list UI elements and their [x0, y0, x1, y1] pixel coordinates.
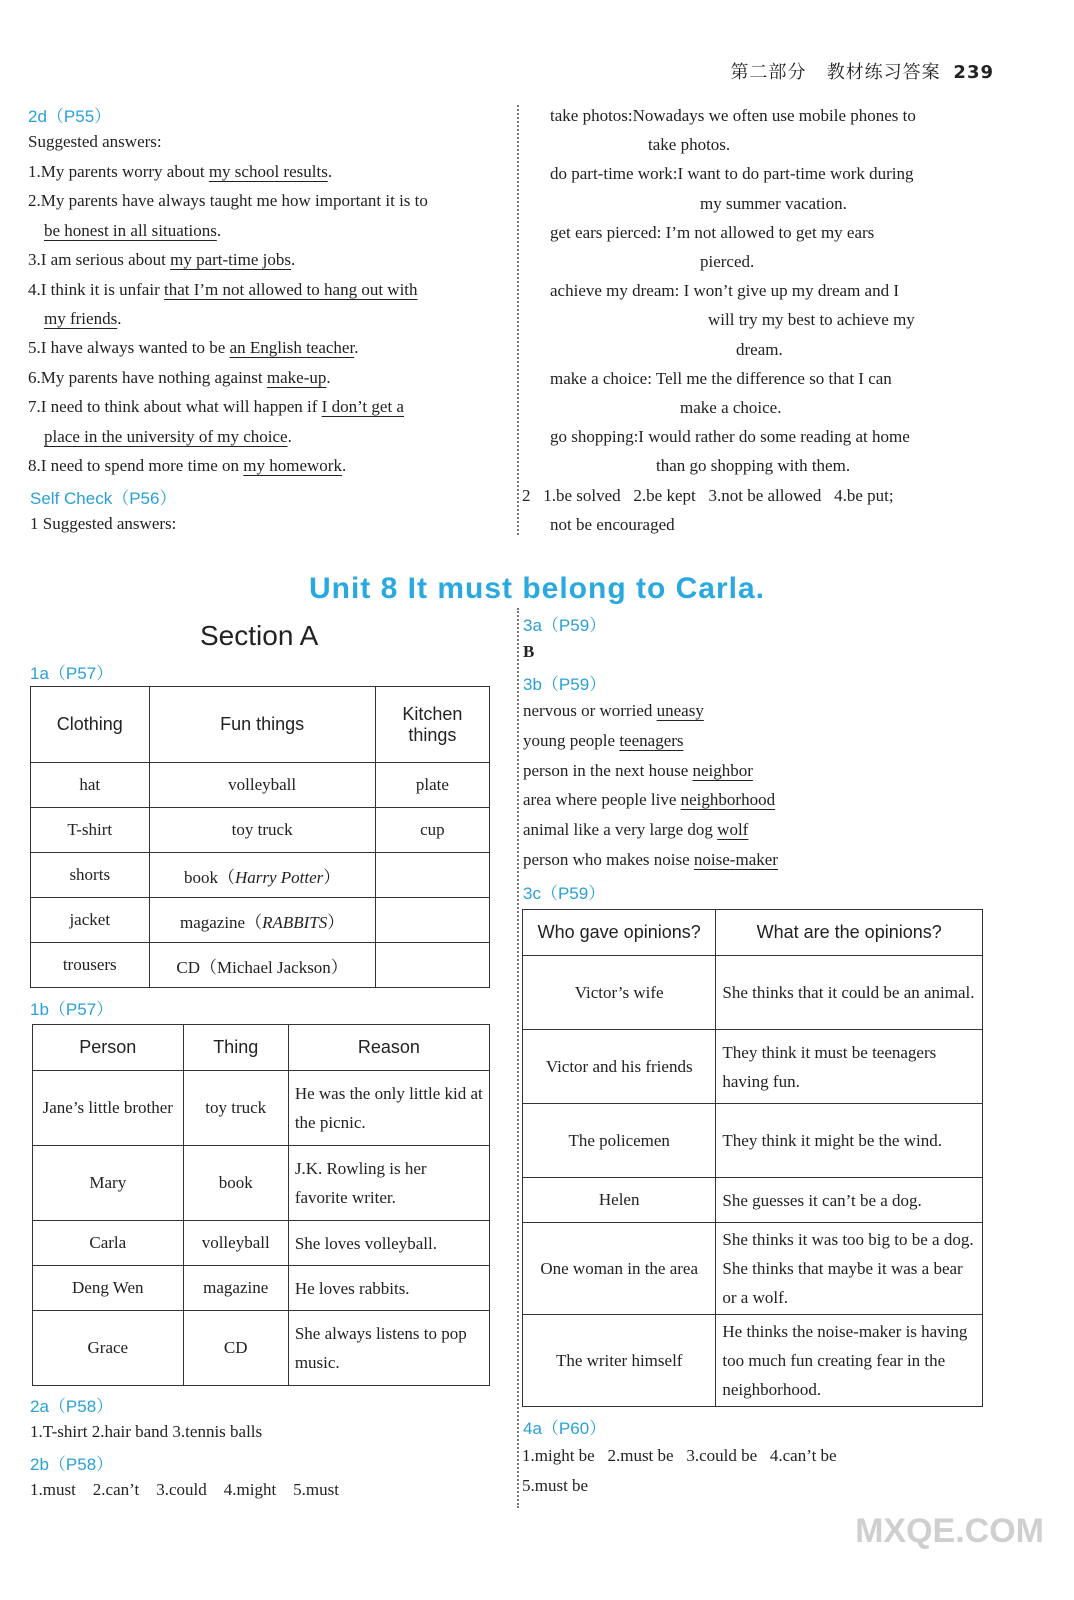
- column-divider-top: [517, 105, 519, 535]
- cell-text: Jane’s little brother: [42, 1098, 173, 1117]
- self-check-line: 2 1.be solved 2.be kept 3.not be allowed 4.be put;: [522, 485, 894, 505]
- cell-text: Victor’s wife: [574, 982, 664, 1002]
- table-cell: [716, 1223, 983, 1315]
- answer-underlined: that I’m not allowed to hang out with: [163, 279, 418, 299]
- table-cell: [523, 1315, 716, 1407]
- heading-3c: 3c（P59）: [523, 884, 606, 903]
- table-cell: [183, 1221, 288, 1266]
- cell-text: She thinks it was too big to be a dog. She thinks that maybe it was a bear or a wolf.: [722, 1230, 974, 1307]
- cell-text: Grace: [87, 1338, 129, 1357]
- watermark: MXQE.COM: [855, 1512, 1044, 1550]
- cell-text: Mary: [89, 1173, 127, 1192]
- answer-punct: .: [216, 220, 222, 240]
- table-cell: [288, 1266, 489, 1311]
- vocab-definition: person who makes noise: [523, 850, 694, 869]
- heading-2b: 2b（P58）: [30, 1455, 114, 1474]
- answer-text: 6.My parents have nothing against: [28, 367, 267, 387]
- table-header-row: [523, 910, 983, 956]
- heading-2a: 2a（P58）: [30, 1397, 114, 1416]
- vocab-definition: area where people live: [523, 790, 681, 810]
- answer-line-2d: [44, 309, 121, 329]
- answer-line-2d: [28, 368, 331, 388]
- vocab-definition: nervous or worried: [523, 701, 657, 720]
- suggested-answers-label: Suggested answers:: [28, 132, 162, 151]
- answer-line-2d: [44, 221, 221, 241]
- table-1a: [30, 686, 490, 988]
- table-row: [31, 853, 490, 898]
- answer-punct: .: [354, 338, 359, 358]
- table-cell: [523, 1223, 716, 1315]
- table-cell: [149, 898, 375, 943]
- answer-punct: .: [327, 162, 333, 181]
- self-check-line: achieve my dream: I won’t give up my dream and I: [550, 281, 900, 301]
- table-cell: [523, 1030, 716, 1104]
- header-part: 第二部分: [730, 62, 807, 83]
- table-cell: [523, 956, 716, 1030]
- table-row: [523, 1178, 983, 1223]
- cell-italic: RABBITS: [262, 912, 328, 932]
- answers-4a-line1: 1.might be 2.must be 3.could be 4.can’t be: [522, 1446, 837, 1465]
- answer-text: 1.My parents worry about: [28, 162, 209, 181]
- table-cell: [31, 898, 150, 943]
- table-cell: [149, 763, 375, 808]
- table-row: [33, 1146, 490, 1221]
- vocab-line: [523, 701, 704, 721]
- vocab-definition: young people: [523, 730, 620, 750]
- answer-underlined: my school results: [208, 162, 328, 181]
- heading-3a: 3a（P59）: [523, 616, 607, 635]
- cell-text: CD: [223, 1338, 248, 1357]
- cell-text: book: [218, 1173, 253, 1192]
- table-row: [523, 1104, 983, 1178]
- vocab-word: teenagers: [619, 730, 684, 750]
- cell-text: She always listens to pop music.: [294, 1324, 467, 1372]
- table-cell: [149, 808, 375, 853]
- table-cell: [375, 943, 489, 988]
- table-row: [33, 1071, 490, 1146]
- cell-text: She loves volleyball.: [294, 1233, 437, 1253]
- vocab-line: [523, 790, 775, 810]
- column-header: What are the opinions?: [716, 910, 983, 956]
- cell-text: magazine（: [179, 912, 263, 932]
- table-cell: [33, 1146, 184, 1221]
- answer-underlined: my homework: [243, 456, 342, 475]
- vocab-word: noise-maker: [693, 850, 778, 869]
- cell-text: Victor and his friends: [545, 1056, 693, 1076]
- self-check-line: than go shopping with them.: [656, 456, 851, 476]
- table-cell: [375, 853, 489, 898]
- self-check-line: take photos.: [648, 135, 731, 155]
- answer-underlined: place in the university of my choice: [44, 426, 288, 446]
- cell-text: hat: [79, 775, 101, 794]
- answer-line-2d: [28, 191, 428, 211]
- heading-4a: 4a（P60）: [523, 1419, 607, 1438]
- self-check-line: pierced.: [700, 252, 755, 271]
- column-divider-bottom: [517, 608, 519, 1508]
- answer-punct: .: [117, 309, 122, 328]
- column-header: Thing: [183, 1025, 288, 1071]
- cell-text: They think it must be teenagers having fun.: [722, 1042, 937, 1091]
- vocab-definition: person in the next house: [523, 760, 693, 780]
- answer-underlined: make-up: [266, 367, 327, 387]
- cell-text: shorts: [69, 865, 111, 884]
- cell-text: CD（Michael Jackson）: [176, 957, 348, 977]
- self-check-line: get ears pierced: I’m not allowed to get my ears: [550, 222, 875, 242]
- answer-line-2d: [28, 280, 418, 300]
- vocab-word: uneasy: [656, 701, 704, 720]
- self-check-line: do part-time work:I want to do part-time work during: [550, 164, 914, 184]
- answer-line-2d: [28, 338, 358, 358]
- cell-text: toy truck: [231, 820, 293, 839]
- table-row: [523, 1223, 983, 1315]
- table-row: [31, 808, 490, 853]
- answer-punct: .: [341, 456, 347, 475]
- cell-text: ）: [327, 912, 345, 932]
- column-header: Clothing: [31, 687, 150, 763]
- table-row: [523, 1315, 983, 1407]
- cell-text: Helen: [598, 1190, 640, 1209]
- cell-text: jacket: [69, 910, 111, 929]
- table-cell: [288, 1071, 489, 1146]
- table-cell: [716, 1315, 983, 1407]
- table-row: [31, 943, 490, 988]
- column-header: Who gave opinions?: [523, 910, 716, 956]
- table-cell: [523, 1178, 716, 1223]
- table-cell: [716, 956, 983, 1030]
- heading-3b: 3b（P59）: [523, 675, 607, 694]
- page-number: 239: [953, 62, 994, 83]
- heading-self-check: Self Check（P56）: [30, 489, 177, 508]
- column-header: Fun things: [149, 687, 375, 763]
- cell-text: book（: [183, 867, 235, 887]
- self-check-line: make a choice.: [680, 398, 782, 417]
- table-cell: [33, 1266, 184, 1311]
- table-cell: [288, 1146, 489, 1221]
- cell-text: He thinks the noise-maker is having too much fun creating fear in the neighborhood.: [722, 1322, 968, 1399]
- table-header-row: [33, 1025, 490, 1071]
- column-header: Reason: [288, 1025, 489, 1071]
- table-cell: [31, 763, 150, 808]
- table-row: [33, 1266, 490, 1311]
- vocab-line: [523, 731, 684, 751]
- answer-line-2d: [44, 427, 292, 447]
- heading-1a: 1a（P57）: [30, 664, 114, 683]
- cell-text: One woman in the area: [540, 1258, 699, 1278]
- heading-1b: 1b（P57）: [30, 1000, 114, 1019]
- table-cell: [33, 1311, 184, 1386]
- answer-line-2d: [28, 250, 295, 270]
- table-row: [523, 956, 983, 1030]
- table-header-row: [31, 687, 490, 763]
- vocab-word: neighborhood: [680, 790, 776, 810]
- table-cell: [183, 1146, 288, 1221]
- self-check-line: go shopping:I would rather do some reading at home: [550, 427, 910, 447]
- cell-text: The writer himself: [555, 1350, 683, 1370]
- cell-text: J.K. Rowling is her favorite writer.: [294, 1159, 427, 1207]
- cell-text: He was the only little kid at the picnic.: [294, 1084, 483, 1132]
- vocab-word: neighbor: [692, 760, 753, 780]
- cell-text: cup: [420, 820, 445, 839]
- answer-punct: .: [326, 367, 331, 387]
- answer-text: 4.I think it is unfair: [28, 279, 164, 299]
- answer-underlined: I don’t get a: [321, 397, 404, 417]
- cell-text: toy truck: [205, 1098, 267, 1117]
- table-cell: [375, 898, 489, 943]
- column-header: Person: [33, 1025, 184, 1071]
- vocab-definition: animal like a very large dog: [523, 820, 718, 840]
- table-cell: [183, 1071, 288, 1146]
- table-cell: [375, 808, 489, 853]
- cell-text: Carla: [89, 1233, 127, 1252]
- vocab-line: [523, 850, 778, 870]
- answer-underlined: my friends: [44, 309, 118, 328]
- table-cell: [31, 943, 150, 988]
- cell-text: They think it might be the wind.: [722, 1131, 942, 1150]
- answer-underlined: my part-time jobs: [170, 250, 291, 270]
- table-cell: [716, 1030, 983, 1104]
- cell-text: ）: [323, 867, 341, 887]
- table-3c: [522, 909, 983, 1407]
- answer-underlined: an English teacher: [229, 338, 355, 358]
- cell-text: volleyball: [228, 775, 297, 794]
- table-cell: [33, 1221, 184, 1266]
- table-cell: [716, 1104, 983, 1178]
- table-cell: [31, 808, 150, 853]
- table-row: [31, 763, 490, 808]
- self-check-line: 1 Suggested answers:: [30, 514, 177, 533]
- self-check-line: my summer vacation.: [700, 193, 847, 213]
- self-check-line: take photos:Nowadays we often use mobile phones to: [550, 106, 916, 125]
- answer-text: 8.I need to spend more time on: [28, 456, 244, 475]
- unit-title: Unit 8 It must belong to Carla.: [308, 572, 766, 605]
- header-title: 教材练习答案: [826, 62, 941, 83]
- table-row: [33, 1311, 490, 1386]
- answer-text: 7.I need to think about what will happen if: [28, 397, 322, 417]
- cell-text: She guesses it can’t be a dog.: [722, 1190, 922, 1210]
- table-cell: [375, 763, 489, 808]
- answer-text: 3.I am serious about: [28, 250, 171, 270]
- cell-text: Deng Wen: [72, 1278, 144, 1297]
- table-row: [33, 1221, 490, 1266]
- cell-text: magazine: [203, 1278, 269, 1297]
- table-cell: [31, 853, 150, 898]
- vocab-line: [523, 761, 753, 781]
- answer-3a: B: [523, 642, 535, 661]
- cell-text: plate: [415, 775, 449, 794]
- answer-line-2d: [28, 456, 346, 476]
- table-cell: [288, 1221, 489, 1266]
- answers-2b: 1.must 2.can’t 3.could 4.might 5.must: [30, 1480, 339, 1499]
- table-cell: [183, 1266, 288, 1311]
- page-header: [731, 58, 994, 84]
- cell-italic: Harry Potter: [234, 867, 324, 887]
- answer-text: 2.My parents have always taught me how important it is to: [28, 191, 428, 211]
- answer-line-2d: [28, 162, 332, 182]
- table-cell: [716, 1178, 983, 1223]
- table-1b: [32, 1024, 490, 1386]
- vocab-word: wolf: [717, 820, 749, 840]
- self-check-line: dream.: [736, 339, 783, 359]
- table-cell: [33, 1071, 184, 1146]
- cell-text: volleyball: [201, 1233, 270, 1252]
- cell-text: trousers: [62, 955, 117, 974]
- section-title: Section A: [200, 620, 319, 651]
- table-cell: [149, 943, 375, 988]
- table-cell: [288, 1311, 489, 1386]
- answer-underlined: be honest in all situations: [44, 220, 217, 240]
- answer-line-2d: [28, 397, 404, 417]
- self-check-line: make a choice: Tell me the difference so that I can: [550, 368, 892, 388]
- answers-4a-line2: 5.must be: [522, 1476, 589, 1495]
- self-check-line: not be encouraged: [550, 514, 675, 534]
- column-header: Kitchen things: [375, 687, 489, 763]
- answers-2a: 1.T-shirt 2.hair band 3.tennis balls: [30, 1422, 263, 1441]
- self-check-line: will try my best to achieve my: [708, 310, 915, 330]
- cell-text: The policemen: [568, 1130, 670, 1150]
- answer-punct: .: [287, 426, 292, 446]
- cell-text: T-shirt: [67, 820, 113, 839]
- answer-text: 5.I have always wanted to be: [28, 338, 230, 358]
- table-cell: [183, 1311, 288, 1386]
- table-row: [31, 898, 490, 943]
- table-cell: [523, 1104, 716, 1178]
- cell-text: She thinks that it could be an animal.: [722, 983, 975, 1002]
- table-row: [523, 1030, 983, 1104]
- cell-text: He loves rabbits.: [294, 1278, 410, 1298]
- table-cell: [149, 853, 375, 898]
- heading-2d: 2d（P55）: [28, 107, 112, 126]
- answer-punct: .: [290, 250, 296, 270]
- vocab-line: [523, 820, 748, 840]
